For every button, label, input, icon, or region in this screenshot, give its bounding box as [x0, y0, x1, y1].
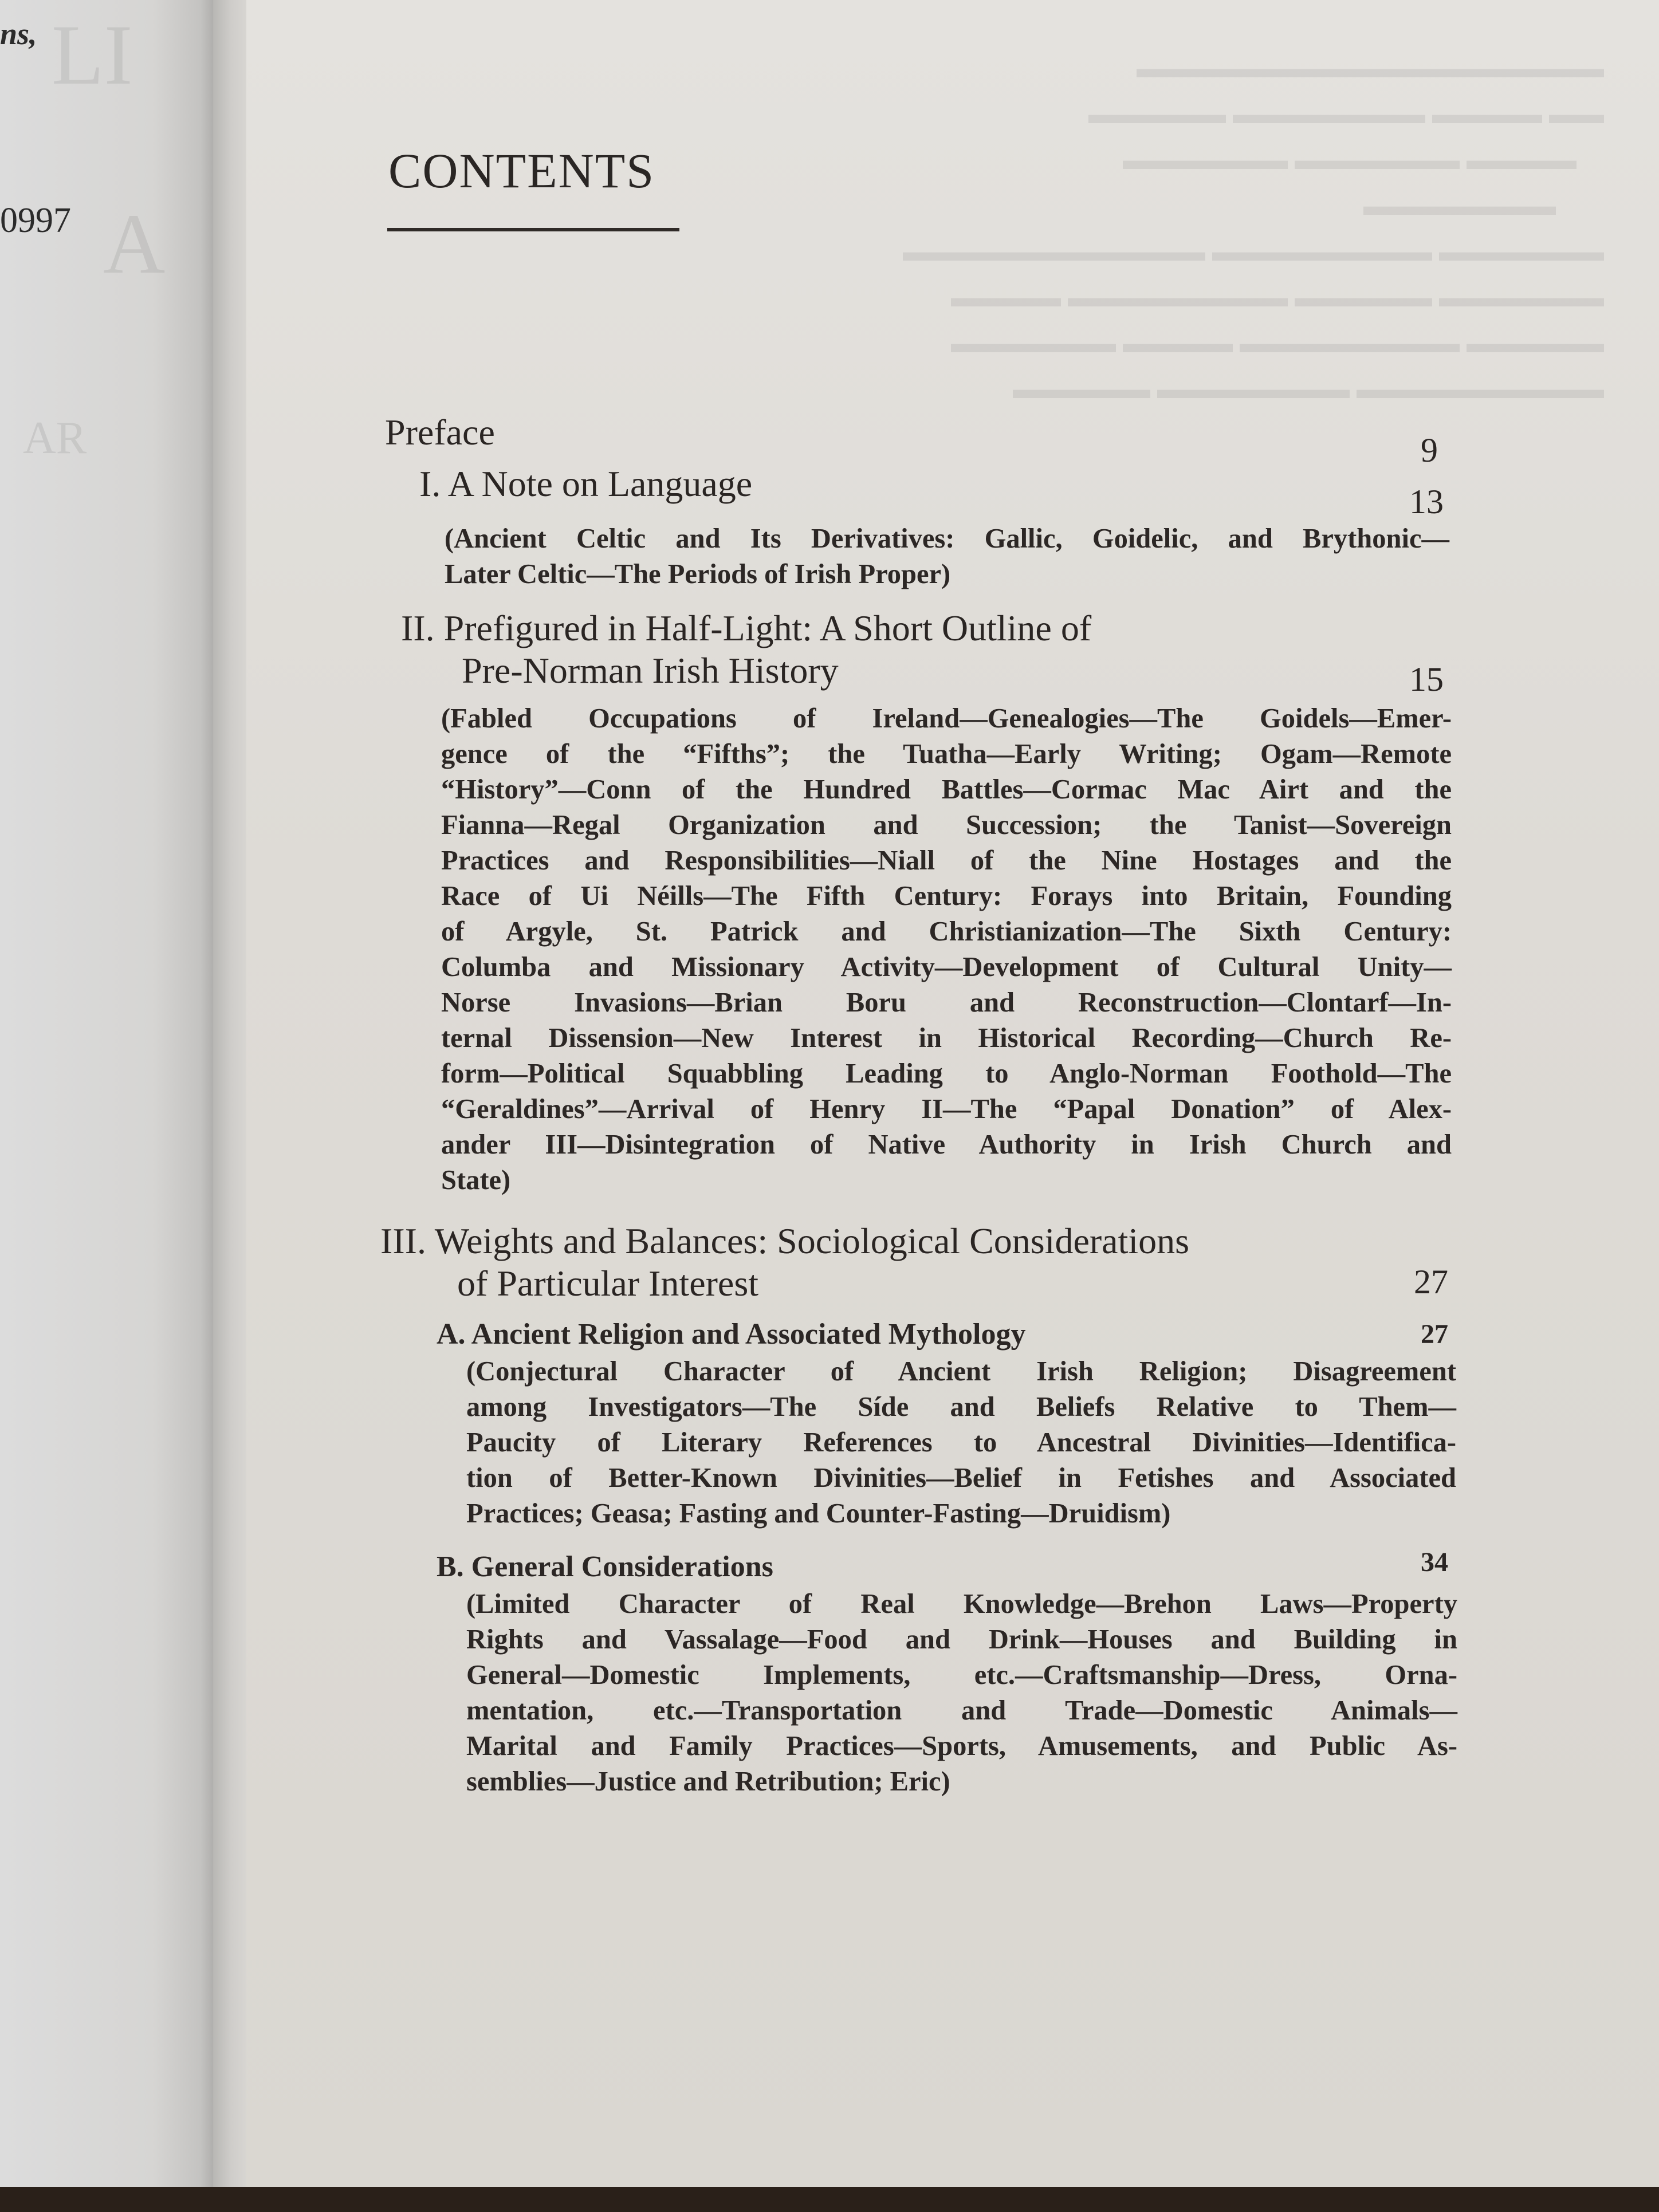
- page-bottom-edge: [0, 2187, 1659, 2212]
- desc-line: (Limited Character of Real Knowledge—Brehon Laws—Property: [466, 1589, 1457, 1619]
- toc-entry-chapter-3-line-1: III. Weights and Balances: Sociological Considerations: [380, 1221, 1190, 1261]
- desc-line: “Geraldines”—Arrival of Henry II—The “Papal Donation” of Alex-: [441, 1094, 1452, 1124]
- desc-line: among Investigators—The Síde and Beliefs Relative to Them—: [466, 1392, 1456, 1422]
- toc-page-section-b: 34: [1421, 1547, 1448, 1577]
- desc-line: (Ancient Celtic and Its Derivatives: Gallic, Goidelic, and Brythonic—: [445, 524, 1449, 554]
- toc-entry-chapter-1: I. A Note on Language: [419, 463, 753, 504]
- desc-line: mentation, etc.—Transportation and Trade—Domestic Animals—: [466, 1695, 1457, 1726]
- desc-line: State): [441, 1165, 511, 1195]
- toc-page-section-a: 27: [1421, 1319, 1448, 1349]
- desc-line: form—Political Squabbling Leading to Anglo-Norman Foothold—The: [441, 1058, 1452, 1089]
- left-page-number-fragment: 0997: [0, 201, 71, 240]
- desc-line: Practices and Responsibilities—Niall of the Nine Hostages and the: [441, 845, 1452, 876]
- desc-line: (Fabled Occupations of Ireland—Genealogies—The Goidels—Emer-: [441, 703, 1452, 734]
- desc-line: Race of Ui Néills—The Fifth Century: Forays into Britain, Founding: [441, 881, 1452, 911]
- toc-entry-section-a: A. Ancient Religion and Associated Mythology: [437, 1318, 1026, 1351]
- desc-line: Practices; Geasa; Fasting and Counter-Fasting—Druidism): [466, 1498, 1171, 1529]
- page-title: CONTENTS: [388, 143, 655, 198]
- desc-line: of Argyle, St. Patrick and Christianization—The Sixth Century:: [441, 916, 1452, 947]
- show-through-letters: A: [103, 196, 166, 292]
- desc-line: Fianna—Regal Organization and Succession; the Tanist—Sovereign: [441, 810, 1452, 840]
- desc-line: “History”—Conn of the Hundred Battles—Cormac Mac Airt and the: [441, 774, 1452, 805]
- title-rule: [387, 228, 679, 231]
- left-page-fragment: ns,: [0, 17, 37, 51]
- desc-line: Paucity of Literary References to Ancestral Divinities—Identifica-: [466, 1427, 1456, 1458]
- desc-line: gence of the “Fifths”; the Tuatha—Early Writing; Ogam—Remote: [441, 739, 1452, 769]
- toc-desc-section-b: [466, 1587, 1457, 1800]
- desc-line: Marital and Family Practices—Sports, Amusements, and Public As-: [466, 1731, 1457, 1761]
- toc-page-chapter-1: 13: [1409, 483, 1444, 521]
- desc-line: semblies—Justice and Retribution; Eric): [466, 1766, 950, 1797]
- toc-page-preface: 9: [1421, 431, 1438, 469]
- toc-entry-section-b: B. General Considerations: [437, 1550, 773, 1583]
- desc-line: tion of Better-Known Divinities—Belief in Fetishes and Associated: [466, 1463, 1456, 1493]
- toc-entry-chapter-2-line-1: II. Prefigured in Half-Light: A Short Outline of: [401, 608, 1092, 648]
- desc-line: (Conjectural Character of Ancient Irish Religion; Disagreement: [466, 1356, 1456, 1387]
- show-through-letters: AR: [23, 413, 87, 463]
- toc-entry-chapter-3-line-2: of Particular Interest: [457, 1263, 758, 1304]
- desc-line: ander III—Disintegration of Native Authority in Irish Church and: [441, 1129, 1452, 1160]
- show-through-letters: LI: [52, 7, 133, 103]
- toc-entry-chapter-2-line-2: Pre-Norman Irish History: [462, 650, 839, 691]
- desc-line: ternal Dissension—New Interest in Historical Recording—Church Re-: [441, 1023, 1452, 1053]
- left-facing-page: [0, 0, 218, 2212]
- desc-line: Rights and Vassalage—Food and Drink—Houses and Building in: [466, 1624, 1457, 1655]
- show-through-text: ▬▬▬▬▬▬▬▬▬▬▬▬▬▬▬▬▬ ▬▬ ▬▬▬▬ ▬▬▬▬▬▬▬ ▬▬▬▬▬ ▬▬▬▬ ▬▬▬▬▬▬ ▬▬▬▬▬▬ ▬▬▬▬▬▬▬ ▬▬▬▬▬▬ ▬▬▬▬▬▬▬▬ ▬▬▬▬▬▬▬▬▬▬▬ ▬▬▬▬▬▬ ▬▬▬▬▬ ▬▬▬▬▬▬▬▬ ▬▬▬▬ ▬▬▬▬▬ ▬▬▬▬▬▬▬▬ ▬▬▬▬ ▬▬▬▬▬▬ ▬▬▬▬▬▬▬▬▬ ▬▬▬▬▬▬▬ ▬▬▬▬▬: [903, 53, 1604, 404]
- toc-desc-chapter-1: [445, 521, 1449, 592]
- desc-line: Norse Invasions—Brian Boru and Reconstruction—Clontarf—In-: [441, 987, 1452, 1018]
- desc-line: General—Domestic Implements, etc.—Craftsmanship—Dress, Orna-: [466, 1660, 1457, 1690]
- toc-page-chapter-2: 15: [1409, 660, 1444, 698]
- desc-line: Columba and Missionary Activity—Development of Cultural Unity—: [441, 952, 1452, 982]
- toc-desc-section-a: [466, 1354, 1456, 1532]
- toc-entry-preface: Preface: [385, 412, 495, 452]
- toc-desc-chapter-2: [441, 701, 1452, 1198]
- toc-page-chapter-3: 27: [1414, 1263, 1448, 1301]
- desc-line: Later Celtic—The Periods of Irish Proper): [445, 559, 951, 589]
